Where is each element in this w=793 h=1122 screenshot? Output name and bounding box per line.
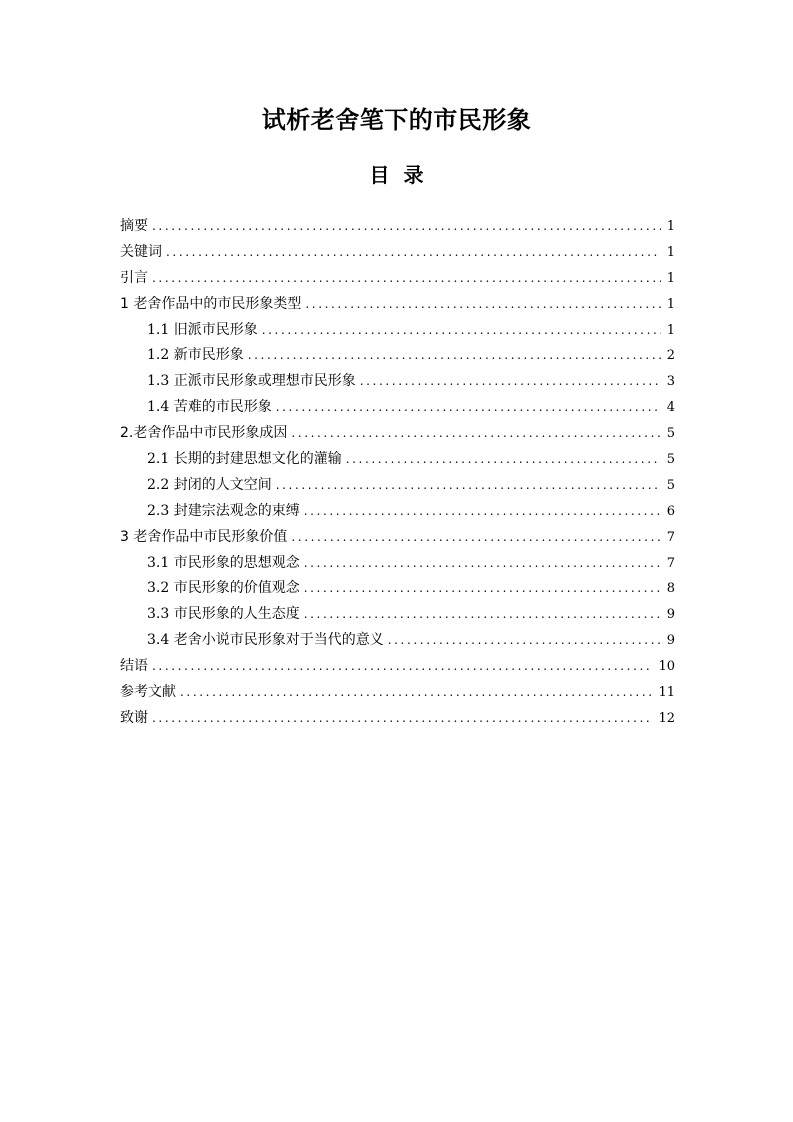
toc-leader-dots: [276, 395, 661, 421]
toc-entry-label: 3.1 市民形象的思想观念: [147, 554, 300, 571]
toc-entry-chapter-3[interactable]: [120, 525, 675, 551]
toc-entry-label: 引言: [120, 269, 148, 286]
toc-entry-page: 1: [666, 244, 675, 260]
toc-entry-label: 关键词: [120, 243, 162, 260]
toc-leader-dots: [166, 240, 661, 266]
toc-entry-page: 8: [666, 581, 675, 597]
document-title: 试析老舍笔下的市民形象: [261, 106, 532, 134]
toc-entry-page: 1: [666, 322, 675, 338]
toc-entry-page: 7: [666, 529, 675, 545]
toc-entry-section-2-2[interactable]: [120, 473, 675, 499]
toc-entry-label: 1.2 新市民形象: [147, 347, 244, 364]
toc-entry-page: 3: [666, 374, 675, 390]
toc-entry-page: 11: [658, 685, 675, 701]
toc-leader-dots: [291, 421, 660, 447]
toc-entry-page: 12: [658, 710, 675, 726]
toc-entry-label: 2.2 封闭的人文空间: [147, 476, 272, 493]
toc-entry-label: 结语: [120, 658, 148, 675]
toc-entry-section-1-2[interactable]: [120, 343, 675, 369]
toc-entry-label: 致谢: [120, 709, 148, 726]
toc-entry-label: 1.4 苦难的市民形象: [147, 399, 272, 416]
toc-entry-keywords[interactable]: [120, 240, 675, 266]
toc-leader-dots: [304, 499, 661, 525]
toc-entry-acknowledgements[interactable]: [120, 706, 675, 732]
toc-leader-dots: [304, 576, 661, 602]
toc-entry-label: 2.3 封建宗法观念的束缚: [147, 502, 300, 519]
toc-entry-chapter-2[interactable]: [120, 421, 675, 447]
toc-leader-dots: [152, 266, 661, 292]
toc-leader-dots: [276, 473, 661, 499]
toc-entry-section-3-1[interactable]: [120, 551, 675, 577]
toc-entry-label: 2.1 长期的封建思想文化的灌输: [147, 451, 342, 468]
toc-leader-dots: [180, 680, 652, 706]
toc-entry-section-3-2[interactable]: [120, 576, 675, 602]
table-of-contents: [120, 214, 675, 732]
toc-entry-page: 6: [666, 503, 675, 519]
toc-entry-section-2-1[interactable]: [120, 447, 675, 473]
toc-entry-page: 5: [666, 426, 675, 442]
toc-entry-references[interactable]: [120, 680, 675, 706]
toc-entry-page: 1: [666, 296, 675, 312]
toc-entry-chapter-1[interactable]: [120, 292, 675, 318]
toc-leader-dots: [360, 369, 661, 395]
toc-entry-page: 9: [666, 607, 675, 623]
toc-entry-page: 1: [666, 219, 675, 234]
toc-entry-section-1-4[interactable]: [120, 395, 675, 421]
toc-leader-dots: [388, 628, 661, 654]
toc-entry-section-3-3[interactable]: [120, 602, 675, 628]
toc-entry-label: 摘要: [120, 218, 148, 234]
toc-entry-label: 2.老舍作品中市民形象成因: [120, 425, 288, 442]
toc-entry-label: 参考文献: [120, 684, 176, 701]
toc-entry-page: 2: [666, 348, 675, 364]
toc-leader-dots: [248, 343, 661, 369]
toc-leader-dots: [305, 292, 660, 318]
toc-entry-page: 10: [658, 659, 675, 675]
toc-entry-section-3-4[interactable]: [120, 628, 675, 654]
toc-leader-dots: [291, 525, 660, 551]
toc-entry-label: 3.4 老舍小说市民形象对于当代的意义: [147, 632, 384, 649]
toc-entry-label: 1.1 旧派市民形象: [147, 321, 258, 338]
toc-entry-section-1-1[interactable]: [120, 318, 675, 344]
toc-entry-page: 5: [666, 452, 675, 468]
toc-entry-page: 9: [666, 633, 675, 649]
toc-entry-page: 1: [666, 270, 675, 286]
toc-entry-label: 3.3 市民形象的人生态度: [147, 606, 300, 623]
toc-entry-label: 1 老舍作品中的市民形象类型: [120, 295, 302, 312]
toc-entry-label: 1.3 正派市民形象或理想市民形象: [147, 373, 356, 390]
toc-leader-dots: [152, 214, 661, 240]
toc-entry-page: 4: [666, 400, 675, 416]
toc-entry-abstract[interactable]: [120, 214, 675, 240]
toc-leader-dots: [152, 706, 652, 732]
toc-leader-dots: [346, 447, 661, 473]
toc-heading: 目 录: [369, 163, 424, 187]
toc-entry-page: 5: [666, 477, 675, 493]
toc-entry-label: 3.2 市民形象的价值观念: [147, 580, 300, 597]
toc-entry-page: 7: [666, 555, 675, 571]
toc-entry-introduction[interactable]: [120, 266, 675, 292]
toc-entry-section-2-3[interactable]: [120, 499, 675, 525]
toc-leader-dots: [152, 654, 652, 680]
toc-entry-conclusion[interactable]: [120, 654, 675, 680]
toc-leader-dots: [304, 551, 661, 577]
toc-leader-dots: [262, 318, 661, 344]
toc-entry-label: 3 老舍作品中市民形象价值: [120, 528, 288, 545]
toc-leader-dots: [304, 602, 661, 628]
toc-entry-section-1-3[interactable]: [120, 369, 675, 395]
